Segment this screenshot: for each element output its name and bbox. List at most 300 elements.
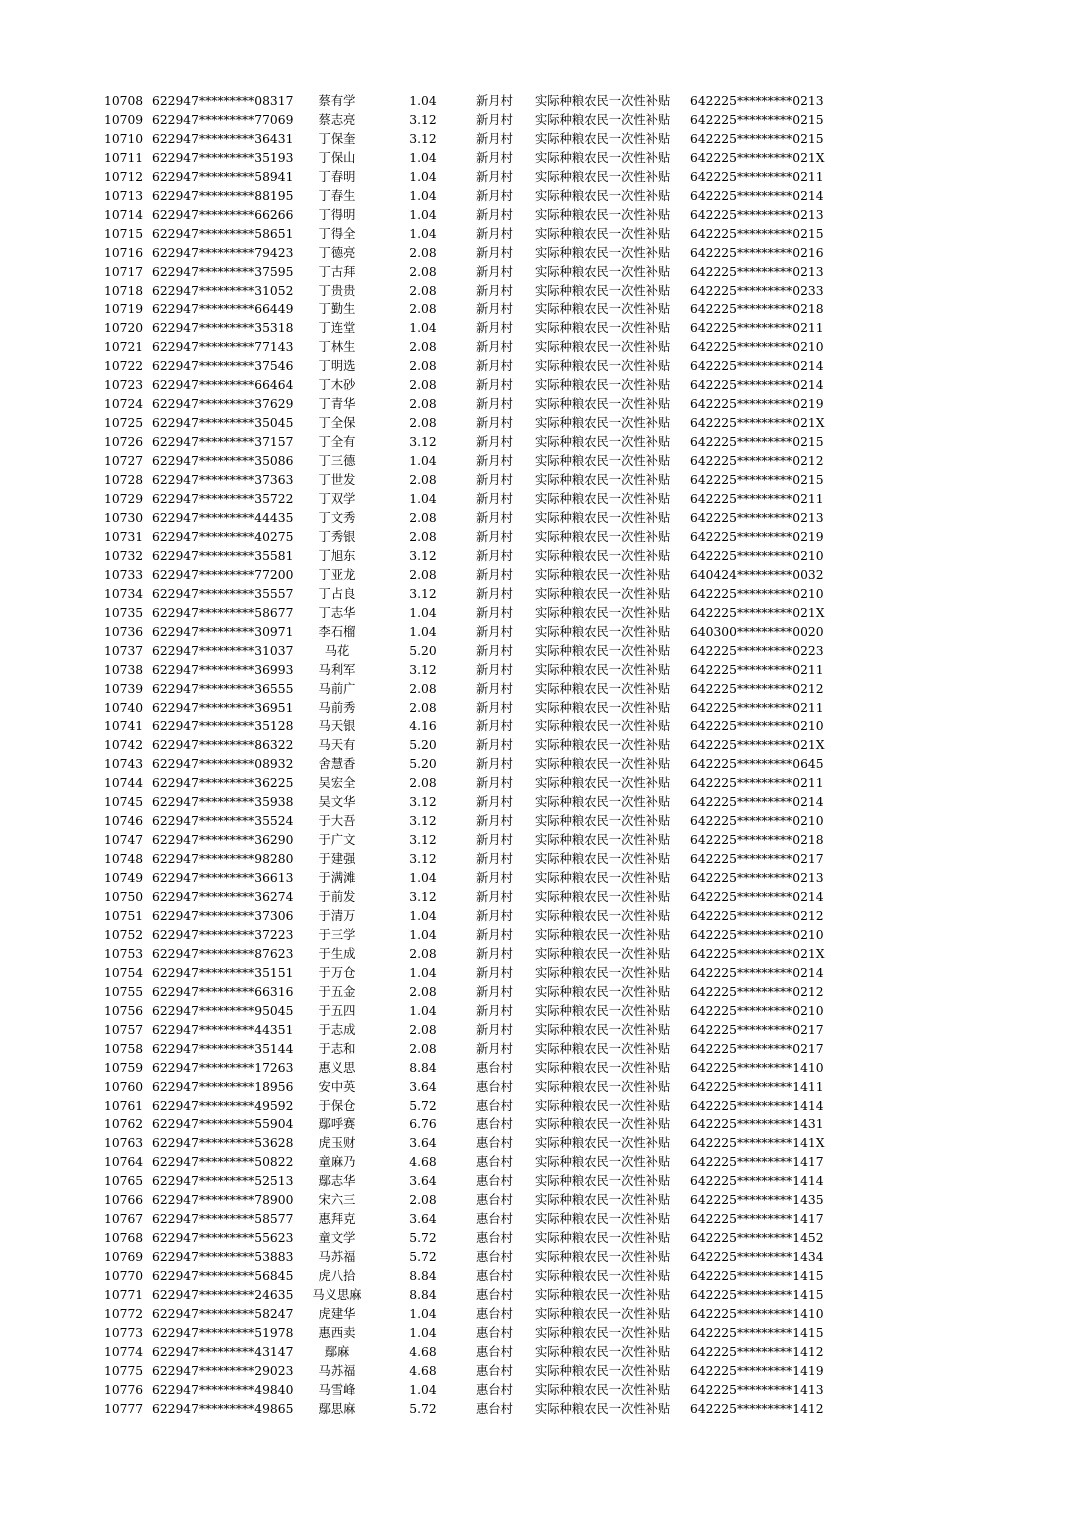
subsidy-amount: 1.04 xyxy=(409,150,437,165)
recipient-name: 马苏福 xyxy=(318,1363,356,1378)
row-seq: 10771 xyxy=(104,1288,144,1303)
recipient-name: 丁得明 xyxy=(318,207,356,222)
recipient-name: 鄢麻 xyxy=(324,1344,350,1359)
recipient-name: 惠拜克 xyxy=(318,1212,356,1227)
table-row xyxy=(0,300,1074,319)
table-row xyxy=(0,945,1074,964)
table-row xyxy=(0,1210,1074,1229)
subsidy-amount: 2.08 xyxy=(409,1022,437,1037)
bank-card-number: 622947*********30971 xyxy=(152,624,294,639)
subsidy-type: 实际种粮农民一次性补贴 xyxy=(535,643,671,658)
row-seq: 10744 xyxy=(104,776,144,791)
table-row xyxy=(0,1248,1074,1267)
recipient-name: 丁古拜 xyxy=(318,264,356,279)
id-card-number: 642225*********0233 xyxy=(690,283,824,298)
id-card-number: 642225*********1415 xyxy=(690,1325,824,1340)
subsidy-type: 实际种粮农民一次性补贴 xyxy=(535,1193,671,1208)
recipient-name: 马天银 xyxy=(318,719,356,734)
village-name: 惠台村 xyxy=(476,1155,513,1170)
subsidy-type: 实际种粮农民一次性补贴 xyxy=(535,378,671,393)
row-seq: 10761 xyxy=(104,1098,144,1113)
bank-card-number: 622947*********55904 xyxy=(152,1117,294,1132)
row-seq: 10772 xyxy=(104,1307,144,1321)
subsidy-type: 实际种粮农民一次性补贴 xyxy=(535,1212,671,1227)
table-row xyxy=(0,907,1074,926)
row-seq: 10760 xyxy=(104,1079,144,1094)
row-seq: 10714 xyxy=(104,207,144,222)
subsidy-type: 实际种粮农民一次性补贴 xyxy=(535,1041,671,1056)
subsidy-type: 实际种粮农民一次性补贴 xyxy=(535,681,671,696)
row-seq: 10716 xyxy=(104,245,144,260)
village-name: 新月村 xyxy=(476,378,513,393)
id-card-number: 642225*********021X xyxy=(690,150,825,165)
id-card-number: 642225*********1452 xyxy=(690,1231,824,1246)
bank-card-number: 622947*********35086 xyxy=(152,454,294,469)
table-row xyxy=(0,452,1074,471)
recipient-name: 宋六三 xyxy=(318,1193,356,1208)
village-name: 惠台村 xyxy=(476,1401,513,1416)
subsidy-amount: 3.12 xyxy=(409,833,437,848)
row-seq: 10747 xyxy=(104,833,144,848)
bank-card-number: 622947*********58577 xyxy=(152,1212,294,1227)
subsidy-amount: 2.08 xyxy=(409,378,437,393)
village-name: 新月村 xyxy=(476,776,513,791)
bank-card-number: 622947*********44435 xyxy=(152,510,294,525)
table-row xyxy=(0,376,1074,395)
row-seq: 10726 xyxy=(104,435,144,450)
id-card-number: 642225*********0215 xyxy=(690,131,824,146)
bank-card-number: 622947*********36993 xyxy=(152,662,294,677)
id-card-number: 642225*********0214 xyxy=(690,890,824,905)
subsidy-amount: 1.04 xyxy=(409,927,437,942)
subsidy-type: 实际种粮农民一次性补贴 xyxy=(535,1155,671,1170)
subsidy-type: 实际种粮农民一次性补贴 xyxy=(535,492,671,507)
subsidy-amount: 4.68 xyxy=(409,1155,437,1170)
subsidy-type: 实际种粮农民一次性补贴 xyxy=(535,1325,671,1340)
row-seq: 10727 xyxy=(104,454,144,469)
village-name: 新月村 xyxy=(476,965,513,980)
bank-card-number: 622947*********50822 xyxy=(152,1155,294,1170)
bank-card-number: 622947*********86322 xyxy=(152,738,294,753)
table-row xyxy=(0,1191,1074,1210)
village-name: 新月村 xyxy=(476,814,513,829)
recipient-name: 丁全保 xyxy=(318,416,356,431)
recipient-name: 丁文秀 xyxy=(318,510,356,525)
row-seq: 10759 xyxy=(104,1060,144,1075)
recipient-name: 于志和 xyxy=(318,1041,356,1056)
bank-card-number: 622947*********56845 xyxy=(152,1269,294,1284)
recipient-name: 丁勤生 xyxy=(318,302,356,317)
id-card-number: 642225*********0223 xyxy=(690,643,824,658)
recipient-name: 丁全有 xyxy=(318,435,356,450)
id-card-number: 642225*********021X xyxy=(690,946,825,961)
subsidy-amount: 3.12 xyxy=(409,795,437,810)
recipient-name: 丁连堂 xyxy=(318,321,356,336)
subsidy-amount: 5.72 xyxy=(409,1098,437,1113)
table-row xyxy=(0,983,1074,1002)
row-seq: 10738 xyxy=(104,662,144,677)
subsidy-amount: 8.84 xyxy=(409,1269,437,1284)
subsidy-amount: 1.04 xyxy=(409,965,437,980)
village-name: 新月村 xyxy=(476,226,513,241)
subsidy-amount: 2.08 xyxy=(409,700,437,715)
subsidy-amount: 2.08 xyxy=(409,302,437,317)
recipient-name: 吴宏全 xyxy=(318,776,356,791)
village-name: 新月村 xyxy=(476,492,513,507)
village-name: 新月村 xyxy=(476,359,513,374)
subsidy-type: 实际种粮农民一次性补贴 xyxy=(535,1136,671,1151)
village-name: 惠台村 xyxy=(476,1231,513,1246)
row-seq: 10724 xyxy=(104,397,144,412)
subsidy-amount: 3.12 xyxy=(409,662,437,677)
table-row xyxy=(0,433,1074,452)
id-card-number: 642225*********1419 xyxy=(690,1363,824,1378)
row-seq: 10719 xyxy=(104,302,144,317)
row-seq: 10713 xyxy=(104,188,144,203)
table-row xyxy=(0,338,1074,357)
subsidy-type: 实际种粮农民一次性补贴 xyxy=(535,226,671,241)
village-name: 惠台村 xyxy=(476,1250,513,1265)
bank-card-number: 622947*********36613 xyxy=(152,871,294,886)
table-row xyxy=(0,1115,1074,1134)
id-card-number: 642225*********1414 xyxy=(690,1098,824,1113)
recipient-name: 丁世发 xyxy=(318,473,356,488)
table-row xyxy=(0,888,1074,907)
subsidy-amount: 1.04 xyxy=(409,1325,437,1340)
table-row xyxy=(0,699,1074,718)
subsidy-amount: 3.64 xyxy=(409,1212,437,1227)
id-card-number: 642225*********0215 xyxy=(690,435,824,450)
id-card-number: 642225*********021X xyxy=(690,416,825,431)
row-seq: 10715 xyxy=(104,226,144,241)
recipient-name: 马义思麻 xyxy=(312,1288,362,1303)
subsidy-amount: 1.04 xyxy=(409,169,437,184)
subsidy-amount: 1.04 xyxy=(409,492,437,507)
row-seq: 10776 xyxy=(104,1382,144,1397)
id-card-number: 642225*********0219 xyxy=(690,397,824,412)
bank-card-number: 622947*********18956 xyxy=(152,1079,294,1094)
row-seq: 10729 xyxy=(104,492,144,507)
subsidy-amount: 1.04 xyxy=(409,1382,437,1397)
village-name: 惠台村 xyxy=(476,1079,513,1094)
village-name: 新月村 xyxy=(476,1022,513,1037)
id-card-number: 642225*********0218 xyxy=(690,302,824,317)
table-row xyxy=(0,717,1074,736)
subsidy-amount: 2.08 xyxy=(409,359,437,374)
subsidy-type: 实际种粮农民一次性补贴 xyxy=(535,302,671,317)
table-row xyxy=(0,1343,1074,1362)
subsidy-amount: 5.20 xyxy=(409,757,437,772)
id-card-number: 642225*********0213 xyxy=(690,94,824,108)
id-card-number: 642225*********0214 xyxy=(690,965,824,980)
row-seq: 10721 xyxy=(104,340,144,355)
row-seq: 10739 xyxy=(104,681,144,696)
id-card-number: 640424*********0032 xyxy=(690,567,824,582)
row-seq: 10754 xyxy=(104,965,144,980)
id-card-number: 642225*********1417 xyxy=(690,1155,824,1170)
bank-card-number: 622947*********53883 xyxy=(152,1250,294,1265)
recipient-name: 于生成 xyxy=(318,946,356,961)
row-seq: 10764 xyxy=(104,1155,144,1170)
subsidy-type: 实际种粮农民一次性补贴 xyxy=(535,1117,671,1132)
row-seq: 10753 xyxy=(104,946,144,961)
row-seq: 10768 xyxy=(104,1231,144,1246)
id-card-number: 642225*********0645 xyxy=(690,757,824,772)
id-card-number: 642225*********0217 xyxy=(690,1041,824,1056)
id-card-number: 642225*********0210 xyxy=(690,1003,824,1018)
bank-card-number: 622947*********36274 xyxy=(152,890,294,905)
bank-card-number: 622947*********44351 xyxy=(152,1022,294,1037)
subsidy-type: 实际种粮农民一次性补贴 xyxy=(535,473,671,488)
village-name: 新月村 xyxy=(476,245,513,260)
bank-card-number: 622947*********52513 xyxy=(152,1174,294,1189)
village-name: 新月村 xyxy=(476,340,513,355)
recipient-name: 蔡志亮 xyxy=(318,112,356,127)
id-card-number: 642225*********0212 xyxy=(690,681,824,696)
subsidy-amount: 3.64 xyxy=(409,1136,437,1151)
table-row xyxy=(0,1002,1074,1021)
bank-card-number: 622947*********31037 xyxy=(152,643,294,658)
subsidy-amount: 2.08 xyxy=(409,681,437,696)
recipient-name: 丁春生 xyxy=(318,188,356,203)
recipient-name: 马前秀 xyxy=(318,700,356,715)
row-seq: 10766 xyxy=(104,1193,144,1208)
village-name: 新月村 xyxy=(476,643,513,658)
village-name: 新月村 xyxy=(476,1041,513,1056)
table-row xyxy=(0,263,1074,282)
row-seq: 10725 xyxy=(104,416,144,431)
id-card-number: 642225*********1434 xyxy=(690,1250,824,1265)
recipient-name: 丁保奎 xyxy=(318,131,356,146)
bank-card-number: 622947*********37157 xyxy=(152,435,294,450)
row-seq: 10777 xyxy=(104,1401,144,1416)
bank-card-number: 622947*********37306 xyxy=(152,908,294,923)
subsidy-amount: 2.08 xyxy=(409,340,437,355)
recipient-name: 马花 xyxy=(324,643,350,658)
table-row xyxy=(0,850,1074,869)
row-seq: 10749 xyxy=(104,871,144,886)
table-row xyxy=(0,1078,1074,1097)
subsidy-amount: 8.84 xyxy=(409,1060,437,1075)
subsidy-amount: 1.04 xyxy=(409,207,437,222)
id-card-number: 642225*********1415 xyxy=(690,1288,824,1303)
subsidy-type: 实际种粮农民一次性补贴 xyxy=(535,890,671,905)
subsidy-amount: 2.08 xyxy=(409,1041,437,1056)
recipient-name: 丁志华 xyxy=(318,605,356,620)
village-name: 新月村 xyxy=(476,169,513,184)
subsidy-amount: 6.76 xyxy=(409,1117,437,1132)
row-seq: 10756 xyxy=(104,1003,144,1018)
village-name: 新月村 xyxy=(476,719,513,734)
row-seq: 10717 xyxy=(104,264,144,279)
subsidy-type: 实际种粮农民一次性补贴 xyxy=(535,454,671,469)
table-row xyxy=(0,1286,1074,1305)
subsidy-amount: 5.72 xyxy=(409,1250,437,1265)
bank-card-number: 622947*********29023 xyxy=(152,1363,294,1378)
recipient-name: 丁明选 xyxy=(318,359,356,374)
id-card-number: 642225*********0212 xyxy=(690,908,824,923)
id-card-number: 642225*********0211 xyxy=(690,662,824,677)
subsidy-type: 实际种粮农民一次性补贴 xyxy=(535,359,671,374)
id-card-number: 642225*********0213 xyxy=(690,207,824,222)
table-row xyxy=(0,357,1074,376)
id-card-number: 642225*********0211 xyxy=(690,492,824,507)
id-card-number: 642225*********1435 xyxy=(690,1193,824,1208)
subsidy-amount: 8.84 xyxy=(409,1288,437,1303)
subsidy-amount: 1.04 xyxy=(409,1307,437,1321)
village-name: 惠台村 xyxy=(476,1307,513,1321)
id-card-number: 642225*********0213 xyxy=(690,510,824,525)
subsidy-amount: 2.08 xyxy=(409,1193,437,1208)
id-card-number: 642225*********0219 xyxy=(690,529,824,544)
subsidy-type: 实际种粮农民一次性补贴 xyxy=(535,833,671,848)
recipient-name: 李石榴 xyxy=(318,624,356,639)
table-row xyxy=(0,1097,1074,1116)
id-card-number: 642225*********0218 xyxy=(690,833,824,848)
recipient-name: 丁双学 xyxy=(318,492,356,507)
bank-card-number: 622947*********55623 xyxy=(152,1231,294,1246)
row-seq: 10773 xyxy=(104,1325,144,1340)
table-row xyxy=(0,414,1074,433)
subsidy-type: 实际种粮农民一次性补贴 xyxy=(535,131,671,146)
table-row xyxy=(0,1153,1074,1172)
subsidy-amount: 1.04 xyxy=(409,624,437,639)
id-card-number: 642225*********0212 xyxy=(690,984,824,999)
village-name: 新月村 xyxy=(476,871,513,886)
subsidy-type: 实际种粮农民一次性补贴 xyxy=(535,662,671,677)
subsidy-amount: 1.04 xyxy=(409,908,437,923)
bank-card-number: 622947*********49840 xyxy=(152,1382,294,1397)
recipient-name: 马利军 xyxy=(318,662,356,677)
table-row xyxy=(0,755,1074,774)
subsidy-type: 实际种粮农民一次性补贴 xyxy=(535,340,671,355)
bank-card-number: 622947*********77143 xyxy=(152,340,294,355)
subsidy-type: 实际种粮农民一次性补贴 xyxy=(535,700,671,715)
recipient-name: 于保仓 xyxy=(318,1098,356,1113)
subsidy-type: 实际种粮农民一次性补贴 xyxy=(535,1098,671,1113)
subsidy-type: 实际种粮农民一次性补贴 xyxy=(535,245,671,260)
subsidy-type: 实际种粮农民一次性补贴 xyxy=(535,1174,671,1189)
bank-card-number: 622947*********49865 xyxy=(152,1401,294,1416)
bank-card-number: 622947*********36431 xyxy=(152,131,294,146)
row-seq: 10758 xyxy=(104,1041,144,1056)
village-name: 新月村 xyxy=(476,321,513,336)
table-row xyxy=(0,1172,1074,1191)
id-card-number: 642225*********0216 xyxy=(690,245,824,260)
village-name: 惠台村 xyxy=(476,1136,513,1151)
bank-card-number: 622947*********66449 xyxy=(152,302,294,317)
subsidy-amount: 2.08 xyxy=(409,567,437,582)
subsidy-type: 实际种粮农民一次性补贴 xyxy=(535,738,671,753)
id-card-number: 642225*********0211 xyxy=(690,169,824,184)
bank-card-number: 622947*********87623 xyxy=(152,946,294,961)
table-row xyxy=(0,680,1074,699)
recipient-name: 鄢思麻 xyxy=(318,1401,356,1416)
id-card-number: 642225*********0213 xyxy=(690,871,824,886)
village-name: 新月村 xyxy=(476,852,513,867)
subsidy-type: 实际种粮农民一次性补贴 xyxy=(535,1003,671,1018)
table-row xyxy=(0,812,1074,831)
subsidy-amount: 2.08 xyxy=(409,510,437,525)
village-name: 惠台村 xyxy=(476,1174,513,1189)
id-card-number: 642225*********0211 xyxy=(690,700,824,715)
subsidy-amount: 1.04 xyxy=(409,454,437,469)
table-row xyxy=(0,168,1074,187)
subsidy-type: 实际种粮农民一次性补贴 xyxy=(535,1022,671,1037)
subsidy-amount: 3.12 xyxy=(409,586,437,601)
bank-card-number: 622947*********08932 xyxy=(152,757,294,772)
id-card-number: 642225*********0210 xyxy=(690,548,824,563)
id-card-number: 642225*********021X xyxy=(690,605,825,620)
subsidy-amount: 3.12 xyxy=(409,112,437,127)
subsidy-type: 实际种粮农民一次性补贴 xyxy=(535,965,671,980)
village-name: 惠台村 xyxy=(476,1098,513,1113)
recipient-name: 蔡有学 xyxy=(318,94,356,108)
id-card-number: 642225*********1414 xyxy=(690,1174,824,1189)
subsidy-amount: 3.12 xyxy=(409,435,437,450)
subsidy-type: 实际种粮农民一次性补贴 xyxy=(535,188,671,203)
id-card-number: 642225*********0213 xyxy=(690,264,824,279)
recipient-name: 丁亚龙 xyxy=(318,567,356,582)
subsidy-type: 实际种粮农民一次性补贴 xyxy=(535,150,671,165)
village-name: 新月村 xyxy=(476,510,513,525)
recipient-name: 于广文 xyxy=(318,833,356,848)
village-name: 惠台村 xyxy=(476,1382,513,1397)
id-card-number: 642225*********0215 xyxy=(690,112,824,127)
subsidy-amount: 2.08 xyxy=(409,397,437,412)
recipient-name: 丁占良 xyxy=(318,586,356,601)
subsidy-amount: 3.64 xyxy=(409,1079,437,1094)
subsidy-type: 实际种粮农民一次性补贴 xyxy=(535,283,671,298)
bank-card-number: 622947*********37363 xyxy=(152,473,294,488)
subsidy-amount: 1.04 xyxy=(409,94,437,108)
subsidy-amount: 2.08 xyxy=(409,264,437,279)
subsidy-amount: 2.08 xyxy=(409,529,437,544)
bank-card-number: 622947*********40275 xyxy=(152,529,294,544)
table-row xyxy=(0,282,1074,301)
row-seq: 10775 xyxy=(104,1363,144,1378)
subsidy-type: 实际种粮农民一次性补贴 xyxy=(535,321,671,336)
id-card-number: 642225*********1431 xyxy=(690,1117,824,1132)
id-card-number: 642225*********021X xyxy=(690,738,825,753)
subsidy-type: 实际种粮农民一次性补贴 xyxy=(535,871,671,886)
id-card-number: 642225*********0214 xyxy=(690,378,824,393)
row-seq: 10735 xyxy=(104,605,144,620)
bank-card-number: 622947*********58941 xyxy=(152,169,294,184)
bank-card-number: 622947*********35193 xyxy=(152,150,294,165)
table-row xyxy=(0,585,1074,604)
recipient-name: 丁春明 xyxy=(318,169,356,184)
village-name: 新月村 xyxy=(476,833,513,848)
table-row xyxy=(0,395,1074,414)
recipient-name: 马苏福 xyxy=(318,1250,356,1265)
id-card-number: 642225*********1410 xyxy=(690,1307,824,1321)
bank-card-number: 622947*********08317 xyxy=(152,94,294,108)
bank-card-number: 622947*********58651 xyxy=(152,226,294,241)
bank-card-number: 622947*********35045 xyxy=(152,416,294,431)
row-seq: 10734 xyxy=(104,586,144,601)
subsidy-type: 实际种粮农民一次性补贴 xyxy=(535,624,671,639)
subsidy-amount: 3.12 xyxy=(409,852,437,867)
village-name: 惠台村 xyxy=(476,1117,513,1132)
table-row xyxy=(0,1324,1074,1343)
row-seq: 10731 xyxy=(104,529,144,544)
bank-card-number: 622947*********35318 xyxy=(152,321,294,336)
table-row xyxy=(0,490,1074,509)
table-row xyxy=(0,793,1074,812)
recipient-name: 吴文华 xyxy=(318,795,356,810)
recipient-name: 惠义思 xyxy=(318,1060,356,1075)
